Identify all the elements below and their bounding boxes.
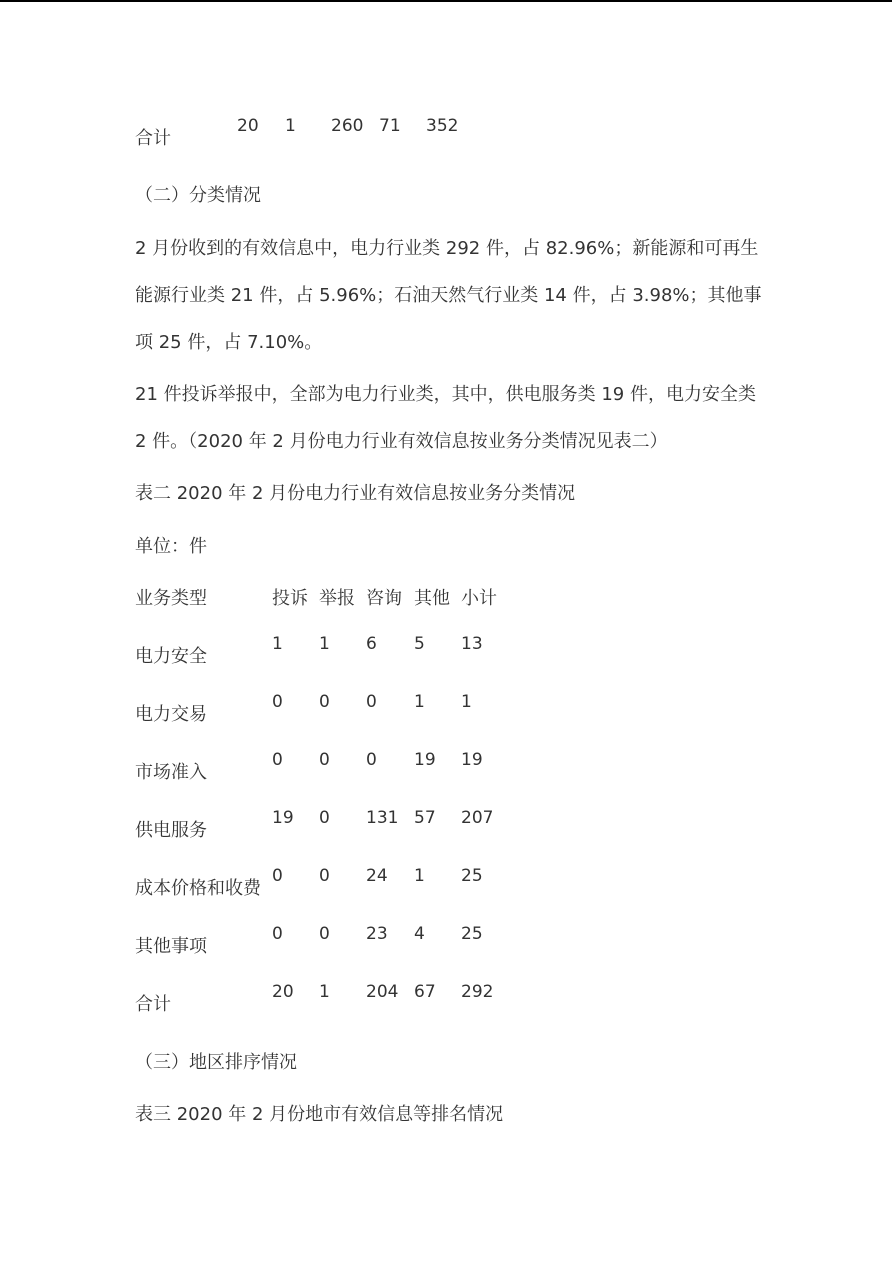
table2-cell: 20: [272, 982, 294, 1002]
table2-cell: 0: [319, 924, 330, 944]
table2-header-complaints: 投诉: [272, 588, 308, 609]
section3-heading: （三）地区排序情况: [135, 1052, 297, 1073]
table2-cell: 0: [272, 692, 283, 712]
table2-cell: 23: [366, 924, 388, 944]
section2-heading: （二）分类情况: [135, 185, 261, 206]
table2-header-subtotal: 小计: [461, 588, 497, 609]
table3-title: 表三 2020 年 2 月份地市有效信息等排名情况: [135, 1104, 504, 1125]
table2-cell: 1: [461, 692, 472, 712]
table2-cell: 0: [366, 750, 377, 770]
table2-cell: 0: [319, 750, 330, 770]
table2-cell: 1: [319, 634, 330, 654]
table2-cell: 1: [272, 634, 283, 654]
table2-title: 表二 2020 年 2 月份电力行业有效信息按业务分类情况: [135, 483, 576, 504]
prev-total-consults: 260: [331, 116, 364, 136]
prev-total-label: 合计: [135, 128, 171, 149]
table2-cell: 207: [461, 808, 494, 828]
table2-cell: 6: [366, 634, 377, 654]
table2-row-label: 电力交易: [135, 704, 207, 725]
table2-cell: 19: [414, 750, 436, 770]
table2-cell: 131: [366, 808, 399, 828]
table2-cell: 19: [461, 750, 483, 770]
table2-header-type: 业务类型: [135, 588, 207, 609]
table2-cell: 13: [461, 634, 483, 654]
table2-row-label: 市场准入: [135, 762, 207, 783]
table2-header-reports: 举报: [319, 588, 355, 609]
table2-cell: 24: [366, 866, 388, 886]
table2-cell: 0: [319, 808, 330, 828]
table2-cell: 1: [414, 692, 425, 712]
table2-unit: 单位：件: [135, 536, 207, 557]
prev-total-complaints: 20: [237, 116, 259, 136]
table2-cell: 292: [461, 982, 494, 1002]
table2-header-consults: 咨询: [366, 588, 402, 609]
table2-cell: 0: [319, 692, 330, 712]
table2-cell: 1: [414, 866, 425, 886]
prev-total-subtotal: 352: [426, 116, 459, 136]
table2-header-others: 其他: [414, 588, 450, 609]
prev-total-reports: 1: [285, 116, 296, 136]
table2-cell: 5: [414, 634, 425, 654]
table2-cell: 0: [272, 750, 283, 770]
table2-cell: 1: [319, 982, 330, 1002]
table2-cell: 0: [272, 924, 283, 944]
prev-total-others: 71: [379, 116, 401, 136]
table2-cell: 0: [319, 866, 330, 886]
table2-cell: 57: [414, 808, 436, 828]
table2-cell: 25: [461, 866, 483, 886]
table2-cell: 67: [414, 982, 436, 1002]
table2-cell: 204: [366, 982, 399, 1002]
table2-row-label: 合计: [135, 994, 171, 1015]
section2-paragraph-1: 2 月份收到的有效信息中，电力行业类 292 件，占 82.96%；新能源和可再生能源行业类 21 件，占 5.96%；石油天然气行业类 14 件，占 3.98%；其他事项 25 件，占 7.10%。: [135, 238, 762, 353]
table2-cell: 4: [414, 924, 425, 944]
table2-cell: 19: [272, 808, 294, 828]
table2-cell: 0: [272, 866, 283, 886]
table2-row-label: 成本价格和收费: [135, 878, 261, 899]
table2-row-label: 供电服务: [135, 820, 207, 841]
top-border-line: [0, 0, 892, 2]
table2-cell: 25: [461, 924, 483, 944]
table2-cell: 0: [366, 692, 377, 712]
table2-row-label: 电力安全: [135, 646, 207, 667]
section2-paragraph-2: 21 件投诉举报中，全部为电力行业类，其中，供电服务类 19 件，电力安全类 2 件。（2020 年 2 月份电力行业有效信息按业务分类情况见表二）: [135, 384, 756, 452]
table2-row-label: 其他事项: [135, 936, 207, 957]
